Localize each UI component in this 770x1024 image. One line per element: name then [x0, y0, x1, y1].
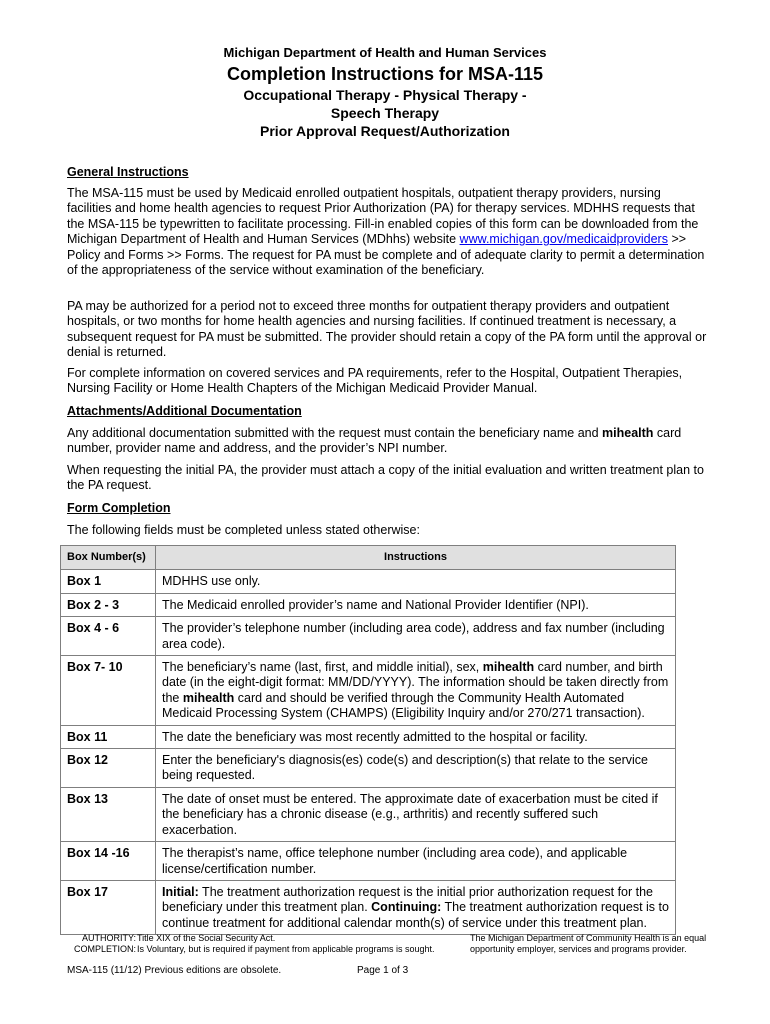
department-name: Michigan Department of Health and Human Services — [223, 45, 547, 60]
table-row — [61, 617, 676, 656]
mihealth-bold: mihealth — [602, 426, 654, 440]
subtitle-line-1: Occupational Therapy - Physical Therapy - — [243, 87, 527, 103]
instructions-table — [60, 545, 676, 935]
form-completion-heading: Form Completion — [67, 501, 171, 515]
instruction-cell: Enter the beneficiary's diagnosis(es) code(s) and description(s) that relate to the service being requested. — [156, 749, 676, 788]
attachments-p1-tail: card number, provider name and address, and the provider’s NPI number. — [67, 426, 682, 456]
general-p1-text: The MSA-115 must be used by Medicaid enrolled outpatient hospitals, outpatient therapy providers, nursing facilities and home health agencies to request Prior Authorization (PA) for therapy services. MDHHS requests that the MSA-115 be typewritten to facilitate processing. Fill-in enabled copies of this form can be downloaded from the Michigan Department of Health and Human Services (MDhhs) website — [67, 186, 699, 247]
attachments-p1-text: Any additional documentation submitted with the request must contain the beneficiary name and — [67, 426, 603, 440]
general-p1-tail: >> Policy and Forms >> Forms. The request for PA must be complete and of adequate clarity to permit a determination of the appropriateness of the service without examination of the beneficiary. — [67, 232, 705, 278]
initial-label: Initial: — [162, 884, 199, 899]
general-paragraph-3: For complete information on covered services and PA requirements, refer to the Hospital, Outpatient Therapies, Nursing Facility or Home Health Chapters of the Michigan Medicaid Provider Manual. — [67, 366, 683, 396]
row-text: The beneficiary’s name (last, first, and middle initial), sex, — [162, 660, 483, 675]
box-number-cell: Box 11 — [61, 725, 156, 748]
page-title: Completion Instructions for MSA-115 — [226, 64, 544, 84]
attachments-heading: Attachments/Additional Documentation — [67, 404, 302, 418]
mihealth-bold: mihealth — [182, 690, 235, 705]
instruction-cell: The date of onset must be entered. The approximate date of exacerbation must be cited if the beneficiary has a chronic disease (e.g., arthritis) and recently suffered such exacerbation. — [156, 787, 676, 841]
row-text: The treatment authorization request is to continue treatment for additional calendar month(s) of service under this treatment plan. — [162, 900, 669, 930]
table-row — [61, 593, 676, 616]
box-number-cell: Box 7- 10 — [61, 656, 156, 726]
medicaid-providers-link[interactable]: www.michigan.gov/medicaidproviders — [459, 232, 668, 247]
box-number-cell: Box 2 - 3 — [61, 593, 156, 616]
row-text: The treatment authorization request is the initial prior authorization request for the beneficiary under this treatment plan. — [162, 884, 653, 915]
continuing-label: Continuing: — [371, 900, 442, 915]
box-number-cell: Box 12 — [61, 749, 156, 788]
box-number-cell: Box 17 — [61, 880, 156, 934]
instruction-cell: MDHHS use only. — [156, 570, 676, 593]
table-row — [61, 725, 676, 748]
row-text: card number, and birth date (in the eight-digit format: MM/DD/YYYY). The information should be taken directly from the — [162, 660, 669, 705]
completion-text: Is Voluntary, but is required if payment from applicable programs is sought. — [137, 944, 435, 954]
table-row — [61, 880, 676, 934]
subtitle-line-2: Speech Therapy — [330, 105, 440, 121]
general-instructions-heading: General Instructions — [67, 165, 189, 179]
box-number-cell: Box 14 -16 — [61, 842, 156, 881]
table-row — [61, 842, 676, 881]
column-header-box-number: Box Number(s) — [61, 546, 156, 570]
subtitle-line-3: Prior Approval Request/Authorization — [260, 123, 510, 139]
box-number-cell: Box 1 — [61, 570, 156, 593]
authority-label: AUTHORITY: — [81, 933, 136, 943]
table-row — [61, 787, 676, 841]
instruction-cell — [156, 656, 676, 726]
instruction-cell: The Medicaid enrolled provider’s name and National Provider Identifier (NPI). — [156, 593, 676, 616]
box-number-cell: Box 4 - 6 — [61, 617, 156, 656]
table-header-row — [61, 546, 676, 570]
general-paragraph-1 — [67, 186, 707, 278]
row-text: card and should be verified through the Community Health Automated Medicaid Processing System (CHAMPS) (Eligibility Inquiry and/or 270/271 transaction). — [162, 690, 645, 721]
instruction-cell — [156, 880, 676, 934]
completion-label: COMPLETION: — [73, 944, 136, 954]
instruction-cell: The date the beneficiary was most recently admitted to the hospital or facility. — [156, 725, 676, 748]
table-row — [61, 749, 676, 788]
form-identifier: MSA-115 (11/12) Previous editions are obsolete. — [67, 965, 282, 976]
eeo-statement-line-2: opportunity employer, services and programs provider. — [470, 944, 687, 954]
eeo-statement-line-1: The Michigan Department of Community Health is an equal — [470, 933, 707, 943]
table-row — [61, 570, 676, 593]
mihealth-bold: mihealth — [482, 660, 535, 675]
table-row — [61, 656, 676, 726]
attachments-paragraph-1 — [67, 426, 707, 457]
page-number: Page 1 of 3 — [357, 965, 409, 976]
column-header-instructions: Instructions — [156, 546, 676, 570]
instruction-cell: The therapist’s name, office telephone number (including area code), and applicable license/certification number. — [156, 842, 676, 881]
general-paragraph-2: PA may be authorized for a period not to exceed three months for outpatient therapy providers and outpatient hospitals, or two months for home health agencies and nursing facilities. If continued treatment is necessary, a subsequent request for PA must be submitted. The provider should retain a copy of the PA form until the approval or denial is returned. — [67, 299, 707, 360]
instruction-cell: The provider’s telephone number (including area code), address and fax number (including area code). — [156, 617, 676, 656]
form-completion-intro: The following fields must be completed unless stated otherwise: — [67, 523, 420, 537]
attachments-paragraph-2: When requesting the initial PA, the provider must attach a copy of the initial evaluation and written treatment plan to the PA request. — [67, 463, 704, 493]
authority-text: Title XIX of the Social Security Act. — [137, 933, 276, 943]
box-number-cell: Box 13 — [61, 787, 156, 841]
